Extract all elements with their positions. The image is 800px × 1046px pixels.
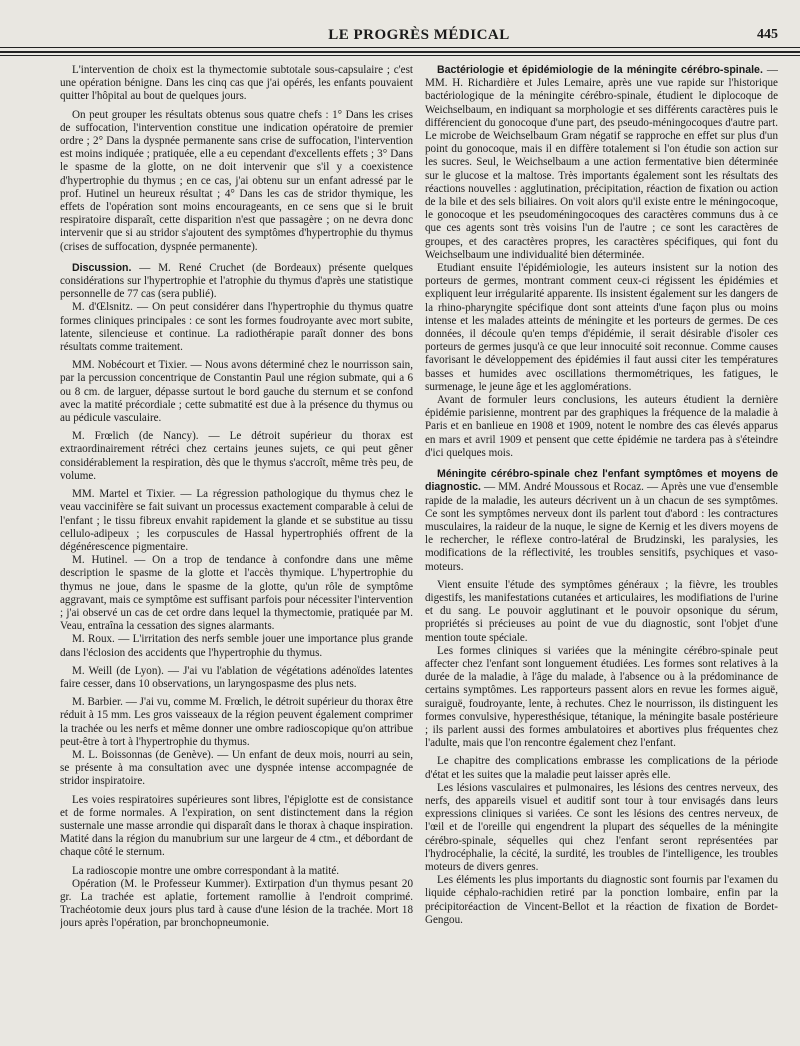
paragraph: Les éléments les plus importants du diagnostic sont fournis par l'examen du liquide céphalo-rachidien retiré par la ponction lombaire, enfin par la précipitoréaction de Vincent-Bellot et la réaction de fixation de Bordet-Gengou. [425, 874, 778, 926]
paragraph-text: — M. René Cruchet (de Bordeaux) présente quelques considérations sur l'hypertrophie et l'atrophie du thymus d'après une statistique personnelle de 77 cas (sera publié). [60, 261, 413, 301]
text-columns [60, 64, 778, 931]
section-heading-discussion: Discussion. [72, 261, 132, 274]
paragraph: Les voies respiratoires supérieures sont libres, l'épiglotte est de consistance et de forme normales. A l'expiration, on sent distinctement dans la région susternale une masse arrondie qui disparaît dans le thorax à chaque inspiration. Matité dans la région du manubrium sur une largeur de 4 ctm., et débordant de chaque côté le sternum. [60, 793, 413, 859]
paragraph: M. d'Œlsnitz. — On peut considérer dans l'hypertrophie du thymus quatre formes cliniques principales : ce sont les formes foudroyante avec mort subite, latente, silencieuse et continue. La radiothérapie paraît donner des bons résultats comme traitement. [60, 301, 413, 354]
paragraph [60, 262, 413, 302]
header-rule-middle [0, 51, 800, 53]
section-heading-bacteriologie: Bactériologie et épidémiologie de la méningite cérébro-spinale. [437, 64, 763, 76]
paragraph: Le chapitre des complications embrasse les complications de la période d'état et les suites que la maladie peut laisser après elle. [425, 755, 778, 781]
paragraph: M. Hutinel. — On a trop de tendance à confondre dans une même description le spasme de la glotte et l'accès thymique. L'hypertrophie du thymus ne joue, dans le spasme de la glotte, qu'un rôle de symptôme aggravant, mais ce symptôme est suffisant parfois pour nécessiter l'intervention ; j'ai observé un cas de cet ordre dans lequel la thymectomie, pratiquée par M. Veau, entraîna la cessation des signes alarmants. [60, 554, 413, 633]
header-rule-bottom [0, 55, 800, 56]
paragraph: Opération (M. le Professeur Kummer). Extirpation d'un thymus pesant 20 gr. La trachée est aplatie, fortement ramollie à l'endroit comprimé. Trachéotomie deux jours plus tard à cause d'une lésion de la trachée. Mort 18 jours après l'opération, par bronchopneumonie. [60, 877, 413, 930]
paragraph: Etudiant ensuite l'épidémiologie, les auteurs insistent sur la notion des porteurs de germes, montrant comment ceux-ci régissent les épidémies et expliquent leur irrégularité apparente. Ils insistent également sur les dangers de la rhino-pharyngite spécifique dont sont atteints d'une façon plus ou moins intense et les malades atteints de méningite et les porteurs de germes. De ces données, il découle qu'en temps d'épidémie, il serait désirable d'isoler ces porteurs de germes jusqu'à ce que leur innocuité soit reconnue. Comme causes favorisant le développement des épidémies il faut aussi citer les températures basses et humides avec oscillations thermométriques, les fatigues, le surmenage, le jeune âge et les agglomérations. [425, 262, 778, 393]
paragraph: La radioscopie montre une ombre correspondant à la matité. [72, 864, 340, 877]
paragraph: Vient ensuite l'étude des symptômes généraux ; la fièvre, les troubles digestifs, les manifestations cutanées et articulaires, les modifiations de l'urine et du sang. Le pouvoir agglutinant et le pouvoir opsonique du sérum, propriétés si précieuses au point de vue du diagnostic, sont l'objet d'une mention toute spéciale. [425, 578, 778, 644]
paragraph: MM. Martel et Tixier. — La régression pathologique du thymus chez le veau vaccinifère se fait suivant un processus exactement comparable à celui de l'enfant ; le tissu fibreux envahit rapidement la glande et se substitue au tissu cellulo-adipeux ; les corpuscules de Hassal hypertrophiés offrent de la dégénérescence pigmentaire. [60, 488, 413, 553]
paragraph: Avant de formuler leurs conclusions, les auteurs étudient la dernière épidémie parisienne, montrent par des graphiques la fréquence de la maladie à Paris et en banlieue en 1908 et 1909, notent le nombre des cas élevés apparus en mars et avril 1909 et pensent que cette épidémie ne tardera pas à s'éteindre d'ici quelques mois. [425, 394, 778, 459]
paragraph: MM. Nobécourt et Tixier. — Nous avons déterminé chez le nourrisson sain, par la percussion concentrique de Constantin Paul une région submate, qui a 6 ou 8 cm. de larguer, dépasse surtout le bord gauche du sternum et se confond avec la matité précordiale ; cette submatité est due à la présence du thymus ou au pédicule vasculaire. [60, 359, 413, 425]
paragraph-text: — MM. André Moussous et Rocaz. — Après une vue d'ensemble rapide de la maladie, les auteurs décrivent un à un chacun de ses symptômes. Ce sont les symptômes nerveux dont ils parlent tout d'abord : les contractures musculaires, la raideur de la nuque, le signe de Kernig et les divers moyens de le rechercher, le réflexe contro-latéral de Brudzinski, les paralysies, les modifications de la réflectivité, les troubles sensitifs, psychiques et vaso-moteurs. [425, 481, 778, 573]
paragraph: M. Weill (de Lyon). — J'ai vu l'ablation de végétations adénoïdes latentes faire cesser, dans 10 observations, un laryngospasme des plus nets. [60, 664, 413, 690]
paragraph: L'intervention de choix est la thymectomie subtotale sous-capsulaire ; c'est une opération bénigne. Dans les cinq cas que j'ai opérés, les enfants pouvaient quitter l'hôpital au bout de quelques jours. [60, 64, 413, 103]
header-rule-top [0, 47, 800, 48]
page-number: 445 [757, 27, 778, 42]
paragraph: M. L. Boissonnas (de Genève). — Un enfant de deux mois, nourri au sein, se présente à ma consultation avec une dyspnée intense accompagnée de stridor inspiratoire. [60, 748, 413, 788]
paragraph [425, 64, 778, 262]
paragraph: On peut grouper les résultats obtenus sous quatre chefs : 1° Dans les crises de suffocation, l'intervention constitue une indication opératoire de premier ordre ; 2° Dans la dyspnée permanente sans crise de suffocation, l'intervention est moins indiquée ; pratiquée, elle a eu cependant d'excellents effets ; 3° Dans le spasme de la glotte, on ne doit intervenir que s'il y a coexistence d'hypertrophie du thymus ; en ce cas, j'ai obtenu sur un enfant adressé par le prof. Hutinel un heureux résultat ; 4° Dans les cas de stridor thymique, les effets de l'opération sont moins encourageants, en ce sens que si le bruit respiratoire disparaît, cette disparition n'est que passagère ; on ne devra donc intervenir que si au stridor s'ajoutent des symptômes d'hypertrophie du thymus (crises de suffocation, dyspnée permanente). [60, 108, 413, 253]
paragraph [425, 468, 778, 574]
paragraph-text: — MM. H. Richardière et Jules Lemaire, après une vue rapide sur l'historique bactériologique de la méningite cérébro-spinale, étudient le diplocoque de Weichselbaum, en indiquant sa morphologie et ses différents caractères puis le différencient du gonocoque d'une part, des pseudo-méningocoques d'autre part. Le microbe de Weichselbaum Gram négatif se rapproche en effet sur plus d'un point du gonocoque, mais il en diffère totalement si l'on étudie son action sur les sucres. Seul, le Weichselbaum a une action fermentative bien déterminée sur le glucose et la maltose. Très importants également sont les résultats des réactions nouvelles : agglutination, précipitation, réaction de fixation ou action de la bile et des sels biliaires. On voit alors qu'il existe entre le méningocoque, le gonocoque et les pseudoméningocoques des caractères communs dus à ce que ces agents sont très voisins l'un de l'autre ; ce sont les caractères de groupes, et des caractères propres, les caractères spécifiques, qui font du Weichselbaum une individualité bien déterminée. [425, 64, 778, 261]
paragraph: Les lésions vasculaires et pulmonaires, les lésions des centres nerveux, des nerfs, des appareils visuel et auditif sont tour à tour envisagés dans leurs expressions cliniques si variées. Ce sont les lésions des centres nerveux, de l'œil et de l'oreille qui engendrent la plupart des séquelles de la méningite cérébro-spinale, séquelles qui chez l'enfant seront représentées par l'hydrocéphalie, la cécité, la surdité, les troubles de l'intelligence, les troubles moteurs de divers genres. [425, 781, 778, 873]
paragraph: M. Frœlich (de Nancy). — Le détroit supérieur du thorax est extraordinairement rétréci chez certains jeunes sujets, ce qui peut gêner considérablement la respiration, dès que le thymus s'accroît, même très peu, de volume. [60, 430, 413, 482]
left-column [60, 64, 413, 931]
paragraph: M. Roux. — L'irritation des nerfs semble jouer une importance plus grande dans l'éclosion des accidents que l'hypertrophie du thymus. [60, 633, 413, 659]
paragraph: M. Barbier. — J'ai vu, comme M. Frœlich, le détroit supérieur du thorax être réduit à 15 mm. Les gros vaisseaux de la région peuvent également comprimer la trachée ou les nerfs et même donner une ombre radioscopique qu'on attribue peut-être à tort à l'hypertrophie du thymus. [60, 696, 413, 748]
section-heading-meningite: Méningite cérébro-spinale chez l'enfant symptômes et moyens de diagnostic. [425, 468, 778, 494]
right-column [425, 64, 778, 931]
paragraph: Les formes cliniques si variées que la méningite cérébro-spinale peut affecter chez l'enfant sont longuement étudiées. Les formes sont relatives à la durée de la maladie, à l'âge du malade, à l'absence ou à la prédominance de certains symptômes. Les rapporteurs passent alors en revue les formes aiguë, suraiguë, foudroyante, lente, à rechutes. Chez le nourrisson, ils distinguent les formes convulsive, hyperesthésique, tétanique, la méningite basale postérieure ; ils parlent aussi des formes ambulatoires et abortives plus fréquentes chez l'adulte, mais que l'on rencontre également chez l'enfant. [425, 644, 778, 750]
page-header [60, 0, 778, 44]
running-head: LE PROGRÈS MÉDICAL [328, 27, 510, 43]
